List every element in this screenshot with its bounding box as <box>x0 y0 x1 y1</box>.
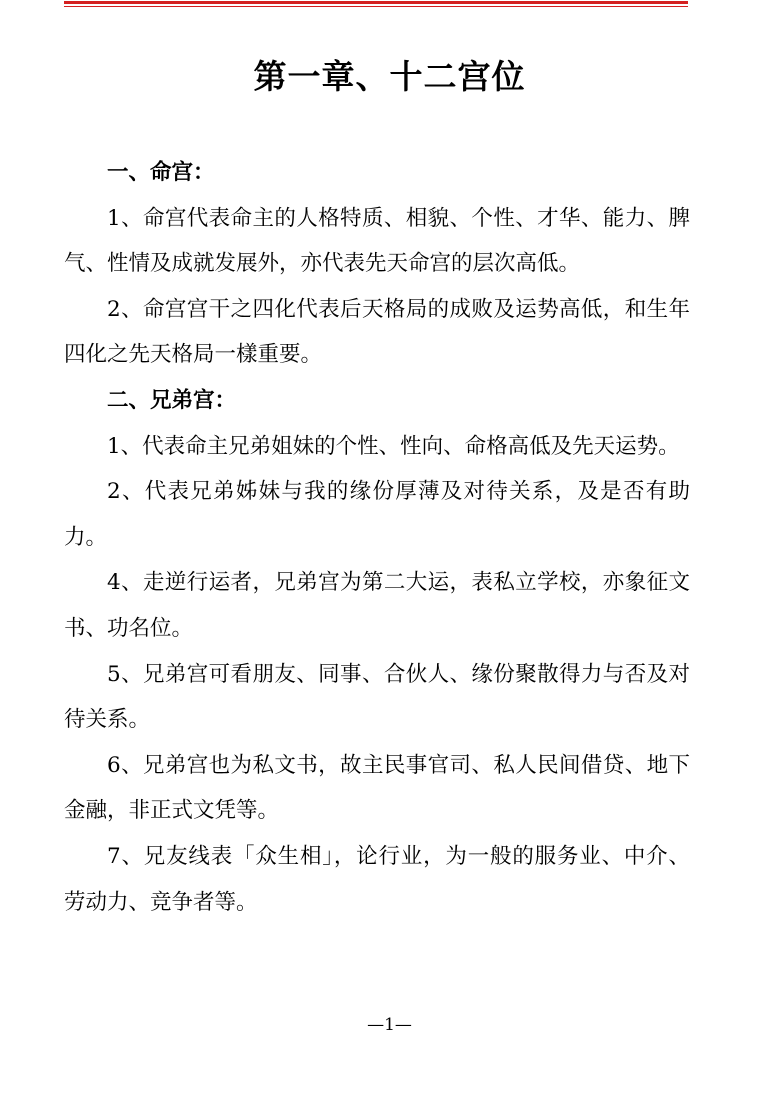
document-body <box>64 150 690 925</box>
paragraph: 5、兄弟宫可看朋友、同事、合伙人、缘份聚散得力与否及对待关系。 <box>64 661 690 733</box>
section-heading-ming-gong: 一、命宫： <box>107 160 215 185</box>
header-rule-thick <box>64 1 688 4</box>
paragraph: 2、命宫宫干之四化代表后天格局的成败及运势高低，和生年四化之先天格局一樣重要。 <box>64 296 690 368</box>
paragraph: 6、兄弟宫也为私文书，故主民事官司、私人民间借贷、地下金融，非正式文凭等。 <box>64 752 690 824</box>
paragraph: 1、命宫代表命主的人格特质、相貌、个性、才华、能力、脾气、性情及成就发展外，亦代表先天命宫的层次高低。 <box>64 205 690 277</box>
chapter-title: 第一章、十二宫位 <box>253 57 526 96</box>
page-number: —1— <box>367 1015 412 1035</box>
paragraph: 4、走逆行运者，兄弟宫为第二大运，表私立学校，亦象征文书、功名位。 <box>64 570 690 641</box>
section-heading-xiong-di-gong: 二、兄弟宫： <box>107 387 237 413</box>
paragraph: 2、代表兄弟姊妹与我的缘份厚薄及对待关系，及是否有助力。 <box>64 479 690 550</box>
paragraph: 7、兄友线表「众生相」，论行业，为一般的服务业、中介、劳动力、竞争者等。 <box>64 843 690 915</box>
paragraph: 1、代表命主兄弟姐妹的个性、性向、命格高低及先天运势。 <box>107 433 680 459</box>
header-rule-thin <box>64 6 688 7</box>
